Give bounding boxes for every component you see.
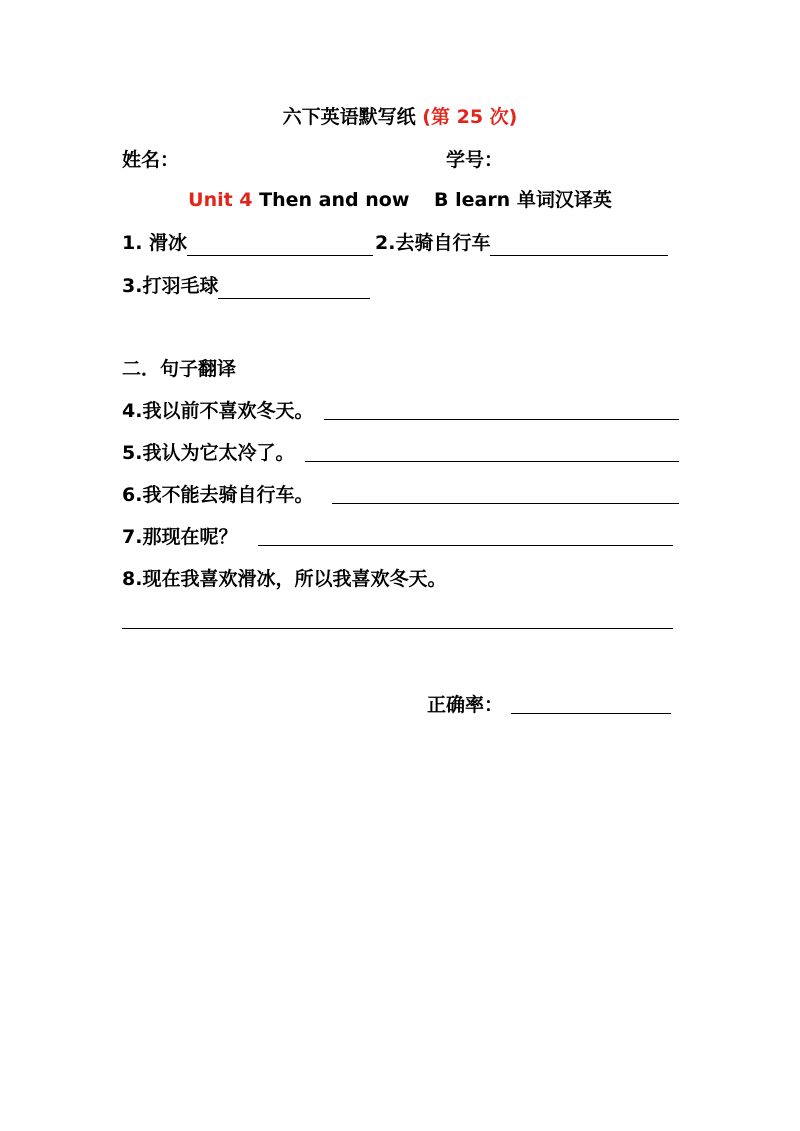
- word-answer-blank-1[interactable]: [187, 233, 373, 256]
- sentence-item-8: [122, 566, 446, 592]
- sentence-answer-line-8[interactable]: [122, 628, 673, 629]
- word-label-1: 1. 滑冰: [122, 232, 188, 254]
- word-item-2: [375, 230, 668, 256]
- sentence-item-7: [122, 524, 237, 550]
- word-answer-blank-2[interactable]: [490, 233, 668, 256]
- word-item-3: [122, 273, 370, 299]
- unit-subtitle: [0, 187, 800, 213]
- sentence-answer-line-6[interactable]: [332, 503, 679, 504]
- student-id-label: 学号：: [446, 149, 504, 171]
- sentence-answer-line-4[interactable]: [324, 419, 679, 420]
- sentence-item-6: [122, 482, 313, 508]
- accuracy-answer-line[interactable]: [511, 713, 671, 714]
- title-count: (第 25 次): [422, 106, 518, 128]
- sentence-label-6: 6.我不能去骑自行车。: [122, 484, 314, 506]
- sentence-label-7: 7.那现在呢？: [122, 526, 238, 548]
- unit-task: 单词汉译英: [516, 189, 612, 211]
- word-label-3: 3.打羽毛球: [122, 275, 219, 297]
- unit-section: B learn: [434, 189, 511, 211]
- name-label: 姓名：: [122, 149, 180, 171]
- accuracy-label: 正确率：: [427, 694, 504, 716]
- sentence-item-5: [122, 440, 294, 466]
- word-item-1: [122, 230, 373, 256]
- sentence-item-4: [122, 398, 313, 424]
- sentence-answer-line-7[interactable]: [258, 545, 673, 546]
- section-2-heading: 二．句子翻译: [122, 358, 237, 380]
- sentence-label-5: 5.我认为它太冷了。: [122, 442, 295, 464]
- sentence-answer-line-5[interactable]: [305, 461, 679, 462]
- title-main: 六下英语默写纸: [282, 106, 416, 128]
- sentence-label-4: 4.我以前不喜欢冬天。: [122, 400, 314, 422]
- word-answer-blank-3[interactable]: [218, 276, 370, 299]
- unit-topic: Then and now: [259, 189, 410, 211]
- page-title: [0, 104, 800, 130]
- word-label-2: 2.去骑自行车: [375, 232, 491, 254]
- unit-number: Unit 4: [188, 189, 253, 211]
- sentence-label-8: 8.现在我喜欢滑冰，所以我喜欢冬天。: [122, 568, 447, 590]
